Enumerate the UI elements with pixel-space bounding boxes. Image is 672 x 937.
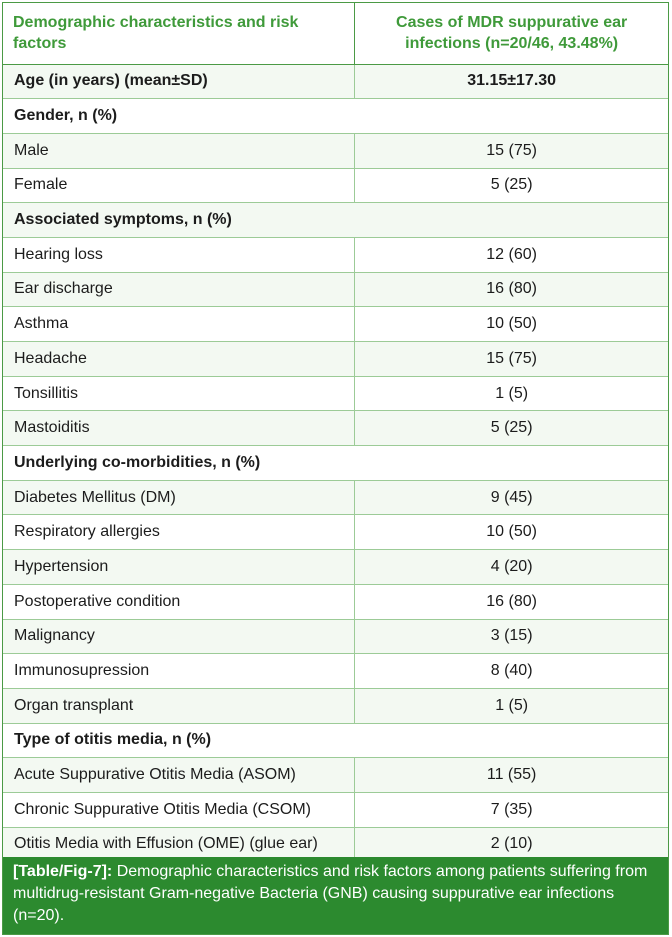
section-row — [3, 446, 668, 481]
row-value: 7 (35) — [355, 792, 668, 827]
row-value: 8 (40) — [355, 654, 668, 689]
row-label: Diabetes Mellitus (DM) — [3, 480, 355, 515]
row-value: 15 (75) — [355, 342, 668, 377]
table-row — [3, 550, 668, 585]
caption-text: Demographic characteristics and risk factors among patients suffering from multidrug-resistant Gram-negative Bacteria (GNB) causing suppurative ear infections (n=20). — [13, 863, 648, 924]
table-row — [3, 168, 668, 203]
row-value: 2 (10) — [355, 827, 668, 862]
row-value: 15 (75) — [355, 133, 668, 168]
data-table — [3, 3, 668, 862]
row-label: Postoperative condition — [3, 584, 355, 619]
row-value: 31.15±17.30 — [355, 64, 668, 99]
section-row — [3, 203, 668, 238]
section-label: Gender, n (%) — [3, 99, 668, 134]
row-label: Asthma — [3, 307, 355, 342]
section-row — [3, 99, 668, 134]
row-label: Acute Suppurative Otitis Media (ASOM) — [3, 758, 355, 793]
table-row — [3, 133, 668, 168]
row-value: 5 (25) — [355, 411, 668, 446]
row-label: Organ transplant — [3, 688, 355, 723]
row-value: 12 (60) — [355, 237, 668, 272]
row-label: Hearing loss — [3, 237, 355, 272]
header-characteristics: Demographic characteristics and risk factors — [3, 3, 355, 64]
table-row — [3, 688, 668, 723]
table-body — [3, 64, 668, 862]
header-cases: Cases of MDR suppurative ear infections (n=20/46, 43.48%) — [355, 3, 668, 64]
table-row — [3, 237, 668, 272]
row-value: 10 (50) — [355, 307, 668, 342]
row-label: Immunosupression — [3, 654, 355, 689]
table-row — [3, 272, 668, 307]
table-row — [3, 64, 668, 99]
table-row — [3, 515, 668, 550]
table-row — [3, 376, 668, 411]
row-label: Mastoiditis — [3, 411, 355, 446]
row-value: 5 (25) — [355, 168, 668, 203]
row-label: Headache — [3, 342, 355, 377]
row-value: 11 (55) — [355, 758, 668, 793]
row-label: Chronic Suppurative Otitis Media (CSOM) — [3, 792, 355, 827]
row-value: 1 (5) — [355, 688, 668, 723]
table-row — [3, 342, 668, 377]
section-label: Type of otitis media, n (%) — [3, 723, 668, 758]
section-label: Associated symptoms, n (%) — [3, 203, 668, 238]
header-row — [3, 3, 668, 64]
row-value: 10 (50) — [355, 515, 668, 550]
table-row — [3, 480, 668, 515]
table-row — [3, 411, 668, 446]
row-value: 9 (45) — [355, 480, 668, 515]
section-row — [3, 723, 668, 758]
table-row — [3, 654, 668, 689]
row-value: 16 (80) — [355, 584, 668, 619]
row-value: 3 (15) — [355, 619, 668, 654]
row-label: Respiratory allergies — [3, 515, 355, 550]
table-figure — [2, 2, 669, 935]
table-header — [3, 3, 668, 64]
table-row — [3, 792, 668, 827]
table-row — [3, 619, 668, 654]
caption-label: [Table/Fig-7]: — [13, 863, 113, 880]
row-label: Malignancy — [3, 619, 355, 654]
row-value: 1 (5) — [355, 376, 668, 411]
row-label: Otitis Media with Effusion (OME) (glue ear) — [3, 827, 355, 862]
row-label: Ear discharge — [3, 272, 355, 307]
table-row — [3, 307, 668, 342]
table-row — [3, 758, 668, 793]
row-label: Hypertension — [3, 550, 355, 585]
row-label: Age (in years) (mean±SD) — [3, 64, 355, 99]
row-label: Male — [3, 133, 355, 168]
figure-caption — [3, 857, 668, 934]
row-value: 4 (20) — [355, 550, 668, 585]
row-value: 16 (80) — [355, 272, 668, 307]
table-row — [3, 584, 668, 619]
row-label: Female — [3, 168, 355, 203]
section-label: Underlying co-morbidities, n (%) — [3, 446, 668, 481]
row-label: Tonsillitis — [3, 376, 355, 411]
